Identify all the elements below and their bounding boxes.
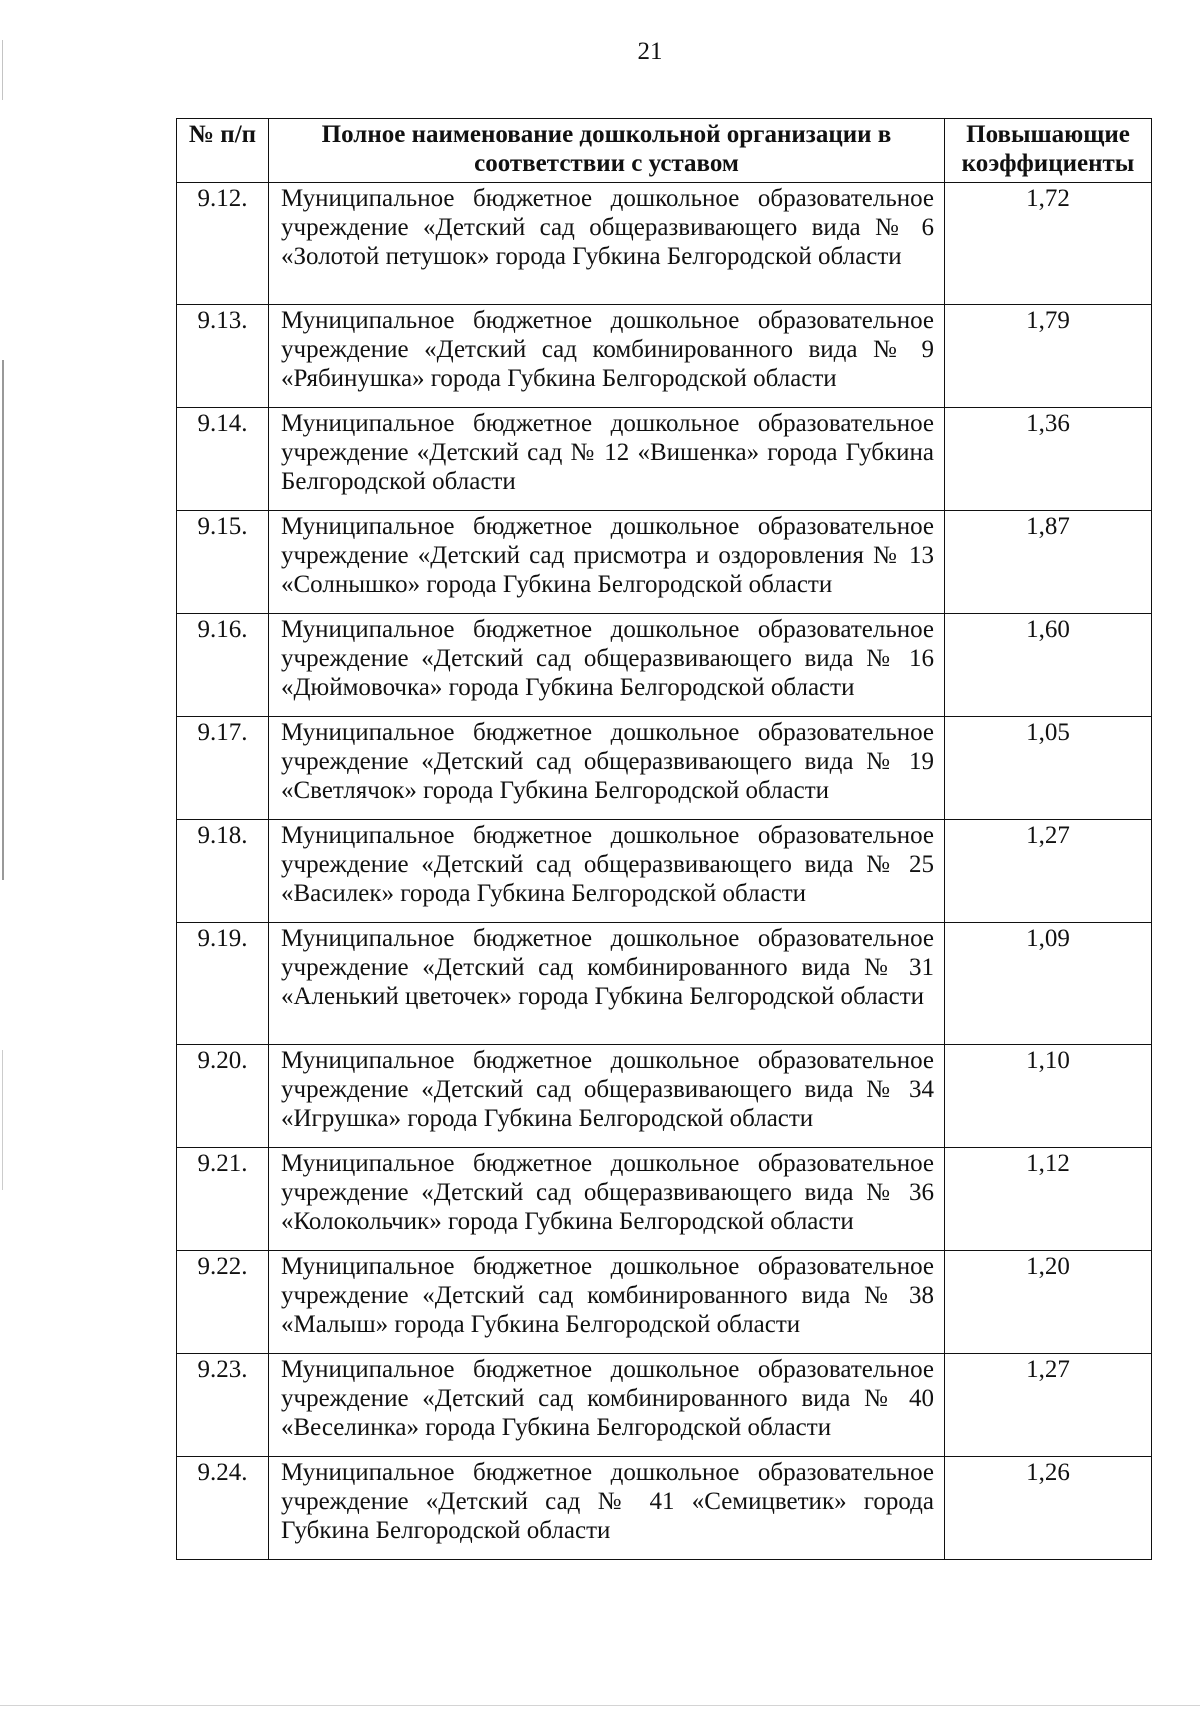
row-number: 9.12. xyxy=(177,183,269,305)
row-number: 9.23. xyxy=(177,1354,269,1457)
coefficient-value: 1,27 xyxy=(945,820,1152,923)
coefficient-value: 1,05 xyxy=(945,717,1152,820)
page-number xyxy=(0,38,1200,66)
table-row xyxy=(177,305,1152,408)
coefficient-value: 1,79 xyxy=(945,305,1152,408)
organization-name: Муниципальное бюджетное дошкольное образовательное учреждение «Детский сад № 41 «Семицветик» города Губкина Белгородской области xyxy=(269,1457,945,1560)
scan-artifact-line xyxy=(0,1705,1200,1706)
table-row xyxy=(177,923,1152,1045)
coefficient-value: 1,20 xyxy=(945,1251,1152,1354)
coefficient-value: 1,26 xyxy=(945,1457,1152,1560)
header-name: Полное наименование дошкольной организации в соответствии с уставом xyxy=(269,119,945,183)
row-number: 9.20. xyxy=(177,1045,269,1148)
coefficient-value: 1,60 xyxy=(945,614,1152,717)
table-row xyxy=(177,1457,1152,1560)
organization-name: Муниципальное бюджетное дошкольное образовательное учреждение «Детский сад комбинированного вида № 38 «Малыш» города Губкина Белгородской области xyxy=(269,1251,945,1354)
header-coef: Повышающие коэффициенты xyxy=(945,119,1152,183)
organization-name: Муниципальное бюджетное дошкольное образовательное учреждение «Детский сад комбинированного вида № 9 «Рябинушка» города Губкина Белгородской области xyxy=(269,305,945,408)
organization-name: Муниципальное бюджетное дошкольное образовательное учреждение «Детский сад общеразвивающего вида № 16 «Дюймовочка» города Губкина Белгородской области xyxy=(269,614,945,717)
coefficient-value: 1,87 xyxy=(945,511,1152,614)
table-row xyxy=(177,183,1152,305)
table-row xyxy=(177,614,1152,717)
row-number: 9.15. xyxy=(177,511,269,614)
coefficient-value: 1,36 xyxy=(945,408,1152,511)
scan-artifact-line xyxy=(2,1050,3,1190)
row-number: 9.19. xyxy=(177,923,269,1045)
row-number: 9.14. xyxy=(177,408,269,511)
scan-artifact-line xyxy=(2,360,4,880)
table-header-row xyxy=(177,119,1152,183)
organization-name: Муниципальное бюджетное дошкольное образовательное учреждение «Детский сад № 12 «Вишенка» города Губкина Белгородской области xyxy=(269,408,945,511)
table-row xyxy=(177,1045,1152,1148)
table-row xyxy=(177,408,1152,511)
organization-name: Муниципальное бюджетное дошкольное образовательное учреждение «Детский сад комбинированного вида № 40 «Веселинка» города Губкина Белгородской области xyxy=(269,1354,945,1457)
row-number: 9.24. xyxy=(177,1457,269,1560)
row-number: 9.16. xyxy=(177,614,269,717)
coefficient-value: 1,12 xyxy=(945,1148,1152,1251)
table-row xyxy=(177,511,1152,614)
coefficient-value: 1,10 xyxy=(945,1045,1152,1148)
table-row xyxy=(177,1148,1152,1251)
table-row xyxy=(177,820,1152,923)
organization-name: Муниципальное бюджетное дошкольное образовательное учреждение «Детский сад общеразвивающего вида № 34 «Игрушка» города Губкина Белгородской области xyxy=(269,1045,945,1148)
coefficients-table xyxy=(176,118,1152,1560)
organization-name: Муниципальное бюджетное дошкольное образовательное учреждение «Детский сад общеразвивающего вида № 19 «Светлячок» города Губкина Белгородской области xyxy=(269,717,945,820)
organization-name: Муниципальное бюджетное дошкольное образовательное учреждение «Детский сад общеразвивающего вида № 36 «Колокольчик» города Губкина Белгородской области xyxy=(269,1148,945,1251)
row-number: 9.13. xyxy=(177,305,269,408)
row-number: 9.21. xyxy=(177,1148,269,1251)
organization-name: Муниципальное бюджетное дошкольное образовательное учреждение «Детский сад общеразвивающего вида № 6 «Золотой петушок» города Губкина Белгородской области xyxy=(269,183,945,305)
organization-name: Муниципальное бюджетное дошкольное образовательное учреждение «Детский сад присмотра и оздоровления № 13 «Солнышко» города Губкина Белгородской области xyxy=(269,511,945,614)
organization-name: Муниципальное бюджетное дошкольное образовательное учреждение «Детский сад общеразвивающего вида № 25 «Василек» города Губкина Белгородской области xyxy=(269,820,945,923)
organization-name: Муниципальное бюджетное дошкольное образовательное учреждение «Детский сад комбинированного вида № 31 «Аленький цветочек» города Губкина Белгородской области xyxy=(269,923,945,1045)
page-number-text: 21 xyxy=(637,38,663,65)
header-num: № п/п xyxy=(177,119,269,183)
table-row xyxy=(177,1251,1152,1354)
table-row xyxy=(177,717,1152,820)
row-number: 9.17. xyxy=(177,717,269,820)
scan-artifact-line xyxy=(2,40,3,100)
row-number: 9.18. xyxy=(177,820,269,923)
coefficient-value: 1,72 xyxy=(945,183,1152,305)
table-row xyxy=(177,1354,1152,1457)
coefficient-value: 1,27 xyxy=(945,1354,1152,1457)
row-number: 9.22. xyxy=(177,1251,269,1354)
coefficient-value: 1,09 xyxy=(945,923,1152,1045)
